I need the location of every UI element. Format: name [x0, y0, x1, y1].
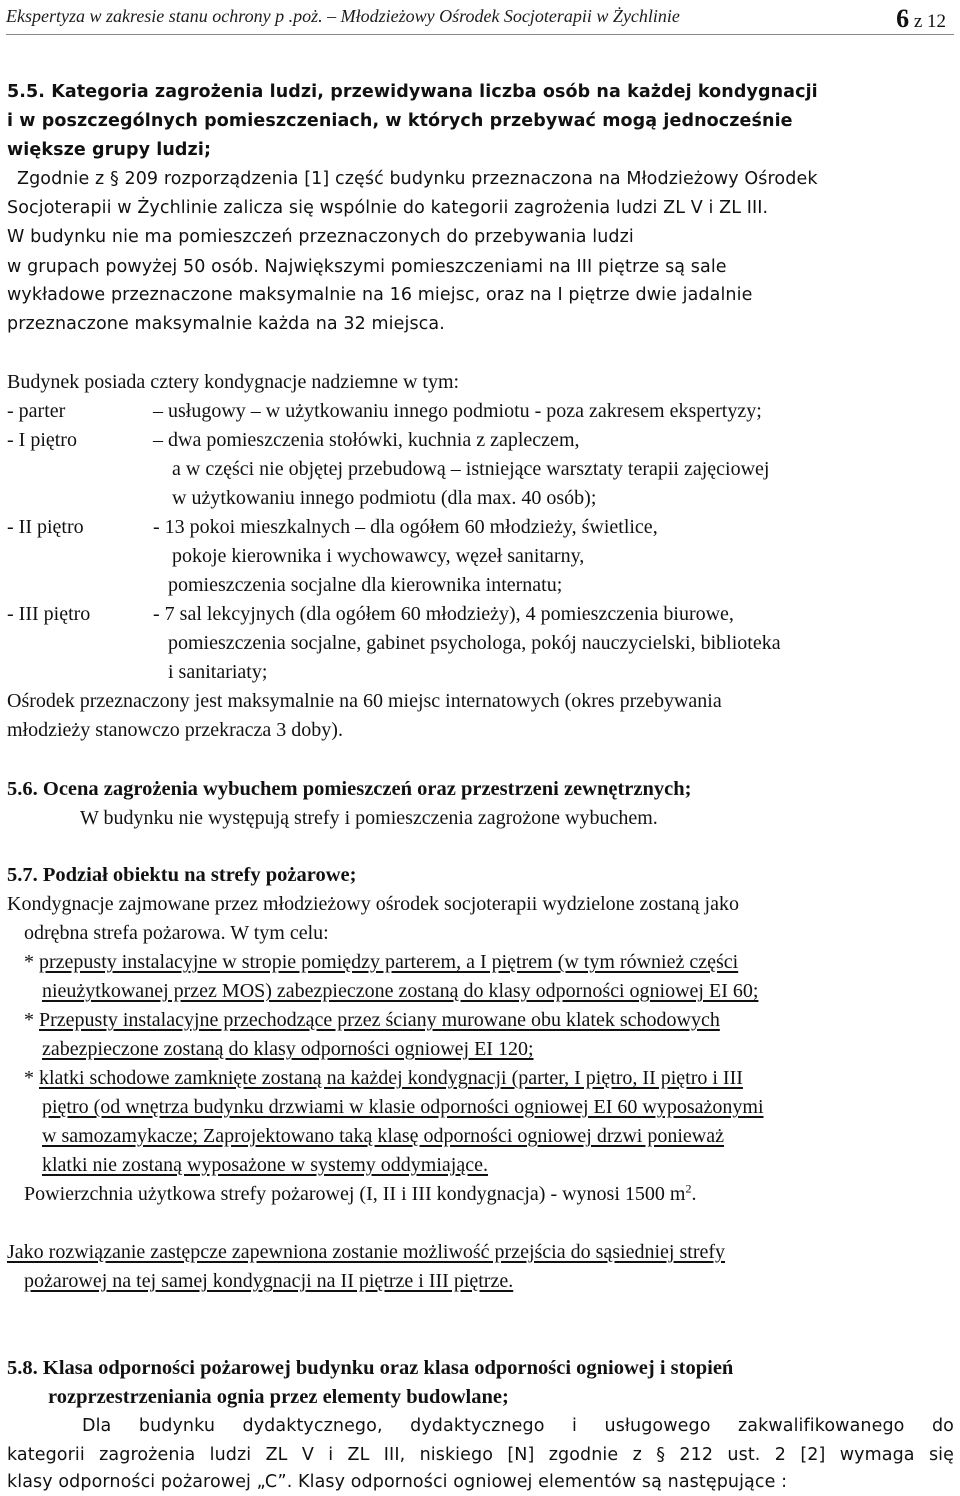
floor-desc-2-2: pokoje kierownika i wychowawcy, węzeł sanitarny,	[172, 545, 585, 567]
section-5-7-text-line-1: Kondygnacje zajmowane przez młodzieżowy ośrodek socjoterapii wydzielone zostaną jako	[7, 893, 739, 915]
bullet-1-mark: *	[24, 951, 39, 973]
floor-label-1: - I piętro	[7, 429, 77, 451]
section-5-5-text-line-3: W budynku nie ma pomieszczeń przeznaczonych do przebywania ludzi	[7, 227, 634, 247]
section-5-6-text: W budynku nie występują strefy i pomieszczenia zagrożone wybuchem.	[80, 807, 658, 829]
section-5-5-text-line-4a: w grupach powyżej 50 osób.	[7, 257, 259, 277]
section-5-5-text-line-2: Socjoterapii w Żychlinie zalicza się wspólnie do kategorii zagrożenia ludzi ZL V i ZL III.	[7, 198, 769, 218]
section-5-7-text-line-2: odrębna strefa pożarowa. W tym celu:	[24, 922, 329, 944]
floor-desc-1-2: a w części nie objętej przebudową – istniejące warsztaty terapii zajęciowej	[172, 458, 770, 480]
floor-desc-1-1: – dwa pomieszczenia stołówki, kuchnia z zapleczem,	[153, 429, 580, 451]
bullet-1-text-1: przepusty instalacyjne w stropie pomiędzy parterem, a I piętrem (w tym również części	[39, 951, 739, 973]
fire-zone-area-text: Powierzchnia użytkowa strefy pożarowej (I, II i III kondygnacja) - wynosi 1500 m	[24, 1183, 686, 1205]
bullet-2-mark: *	[24, 1009, 39, 1031]
section-5-5-text-line-4b: Największymi pomieszczeniami na III piętrze są sale	[258, 257, 727, 277]
section-5-8-text-line-3: klasy odporności pożarowej „C”. Klasy odporności ogniowej elementów są następujące :	[7, 1472, 788, 1492]
alternative-solution-line-1: Jako rozwiązanie zastępcze zapewniona zostanie możliwość przejścia do sąsiedniej strefy	[7, 1241, 726, 1263]
page-number-total: z 12	[909, 11, 946, 32]
bullet-2-line-1	[24, 1008, 720, 1032]
section-5-8-text-line-2: kategorii zagrożenia ludzi ZL V i ZL III, niskiego [N] zgodnie z § 212 ust. 2 [2] wymaga się	[7, 1445, 954, 1465]
bullet-3-line-1	[24, 1066, 743, 1090]
fire-zone-area-sup: 2	[685, 1181, 692, 1196]
floor-desc-parter-1: – usługowy – w użytkowaniu innego podmiotu - poza zakresem ekspertyzy;	[153, 400, 762, 422]
section-5-5-heading-line-1: 5.5. Kategoria zagrożenia ludzi, przewidywana liczba osób na każdej kondygnacji	[7, 82, 818, 102]
fire-zone-area	[24, 1182, 696, 1206]
section-5-5-text-line-5: wykładowe przeznaczone maksymalnie na 16 miejsc, oraz na I piętrze dwie jadalnie	[7, 285, 753, 305]
section-5-8-text-line-1: Dla budynku dydaktycznego, dydaktycznego i usługowego zakwalifikowanego do	[82, 1416, 954, 1436]
section-5-6-heading: 5.6. Ocena zagrożenia wybuchem pomieszczeń oraz przestrzeni zewnętrznych;	[7, 778, 692, 800]
section-5-5-heading-line-2: i w poszczególnych pomieszczeniach, w których przebywać mogą jednocześnie	[7, 111, 793, 131]
bullet-3-mark: *	[24, 1067, 39, 1089]
alternative-solution-line-2: pożarowej na tej samej kondygnacji na II piętrze i III piętrze.	[24, 1270, 514, 1292]
floor-label-3: - III piętro	[7, 603, 91, 625]
floor-label-parter: - parter	[7, 400, 66, 422]
section-5-5-text-line-4	[7, 254, 727, 279]
section-5-7-heading: 5.7. Podział obiektu na strefy pożarowe;	[7, 864, 357, 886]
section-5-5-heading-line-3: większe grupy ludzi;	[7, 140, 212, 160]
floor-desc-2-1: - 13 pokoi mieszkalnych – dla ogółem 60 młodzieży, świetlice,	[153, 516, 658, 538]
floor-desc-3-1: - 7 sal lekcyjnych (dla ogółem 60 młodzieży), 4 pomieszczenia biurowe,	[153, 603, 734, 625]
building-summary-line-2: młodzieży stanowczo przekracza 3 doby).	[7, 719, 343, 741]
building-intro: Budynek posiada cztery kondygnacje nadziemne w tym:	[7, 371, 460, 393]
header-title: Ekspertyza w zakresie stanu ochrony p .poż. – Młodzieżowy Ośrodek Socjoterapii w Żychlinie	[6, 6, 680, 26]
bullet-3-line-3: w samozamykacze; Zaprojektowano taką klasę odporności ogniowej drzwi ponieważ	[42, 1125, 724, 1147]
floor-desc-3-2: pomieszczenia socjalne, gabinet psychologa, pokój nauczycielski, biblioteka	[168, 632, 781, 654]
bullet-2-text-1: Przepusty instalacyjne przechodzące przez ściany murowane obu klatek schodowych	[39, 1009, 720, 1031]
section-5-8-heading-line-1: 5.8. Klasa odporności pożarowej budynku oraz klasa odporności ogniowej i stopień	[7, 1357, 734, 1379]
section-5-5-text-line-6: przeznaczone maksymalnie każda na 32 miejsca.	[7, 314, 445, 334]
floor-desc-3-3: i sanitariaty;	[168, 661, 268, 683]
floor-desc-2-3: pomieszczenia socjalne dla kierownika internatu;	[168, 574, 563, 596]
bullet-3-line-4: klatki nie zostaną wyposażone w systemy oddymiające.	[42, 1154, 488, 1176]
bullet-3-text-1: klatki schodowe zamknięte zostaną na każdej kondygnacji (parter, I piętro, II piętro i III	[39, 1067, 743, 1089]
floor-label-2: - II piętro	[7, 516, 84, 538]
page-number	[896, 4, 946, 34]
section-5-5-text-line-1: Zgodnie z § 209 rozporządzenia [1] część budynku przeznaczona na Młodzieżowy Ośrodek	[17, 169, 818, 189]
bullet-3-line-2: piętro (od wnętrza budynku drzwiami w klasie odporności ogniowej EI 60 wyposażonymi	[42, 1096, 764, 1118]
section-5-8-heading-line-2: rozprzestrzeniania ognia przez elementy budowlane;	[48, 1386, 509, 1408]
page-number-current: 6	[896, 4, 910, 33]
floor-desc-1-3: w użytkowaniu innego podmiotu (dla max. 40 osób);	[172, 487, 597, 509]
bullet-2-line-2: zabezpieczone zostaną do klasy odporności ogniowej EI 120;	[42, 1038, 534, 1060]
fire-zone-area-end: .	[691, 1183, 697, 1205]
building-summary-line-1: Ośrodek przeznaczony jest maksymalnie na 60 miejsc internatowych (okres przebywania	[7, 690, 722, 712]
bullet-1-line-2: nieużytkowanej przez MOS) zabezpieczone zostaną do klasy odporności ogniowej EI 60;	[42, 980, 759, 1002]
page-header	[6, 4, 954, 35]
bullet-1-line-1	[24, 950, 738, 974]
